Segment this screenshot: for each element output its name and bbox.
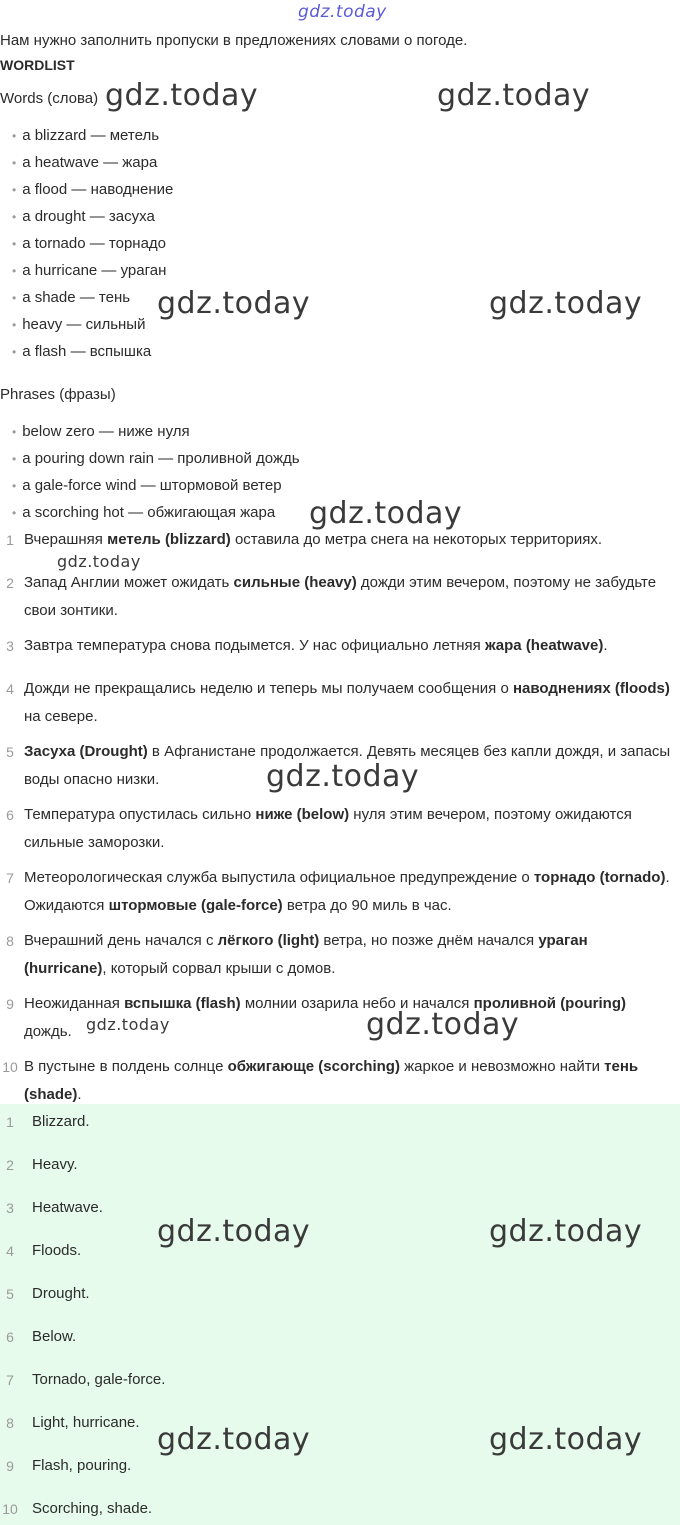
sentence-text: . Ожидаются xyxy=(24,869,670,914)
bullet-icon: • xyxy=(12,237,17,251)
sentence-item xyxy=(24,738,672,794)
word-item xyxy=(12,316,145,333)
sentence-text: Дожди не прекращались неделю и теперь мы получаем сообщения о xyxy=(24,680,513,697)
sentence-text: Метеорологическая служба выпустила официальное предупреждение о xyxy=(24,869,534,886)
answer-text: Flash, pouring. xyxy=(32,1457,132,1474)
word-item xyxy=(12,181,173,198)
answer-number: 9 xyxy=(6,1458,14,1474)
sentence-text: дожди этим вечером, поэтому не забудьте свои зонтики. xyxy=(24,574,657,619)
sentence-text: жаркое и невозможно найти xyxy=(399,1058,605,1075)
answer-number: 2 xyxy=(6,1157,14,1173)
answer-number: 6 xyxy=(6,1329,14,1345)
word-item xyxy=(12,289,130,306)
sentence-text: Неожиданная xyxy=(24,995,125,1012)
watermark-12: gdz.today xyxy=(157,1422,311,1457)
phrases-heading: Phrases (фразы) xyxy=(0,386,116,403)
answer-number: 8 xyxy=(6,1415,14,1431)
watermark-logo-top: gdz.today xyxy=(298,2,387,22)
answer-highlight: сильные (heavy) xyxy=(233,574,357,591)
sentence-item xyxy=(24,569,672,625)
sentence-number: 8 xyxy=(6,933,14,949)
answer-highlight: вспышка (flash) xyxy=(124,995,241,1012)
word-item-text: a shade — тень xyxy=(22,289,131,306)
answer-highlight: торнадо (tornado) xyxy=(533,869,666,886)
phrase-item xyxy=(12,423,190,440)
answer-number: 5 xyxy=(6,1286,14,1302)
answer-number: 4 xyxy=(6,1243,14,1259)
answer-highlight: обжигающе (scorching) xyxy=(227,1058,400,1075)
sentence-number: 6 xyxy=(6,807,14,823)
word-item-text: a heatwave — жара xyxy=(22,154,158,171)
watermark-4: gdz.today xyxy=(489,286,643,321)
sentence-item xyxy=(24,990,672,1046)
sentence-text: ветра до 90 миль в час. xyxy=(282,897,452,914)
sentence-text: В пустыне в полдень солнце xyxy=(24,1058,228,1075)
bullet-icon: • xyxy=(12,210,17,224)
answer-number: 10 xyxy=(2,1501,18,1517)
word-item xyxy=(12,127,159,144)
bullet-icon: • xyxy=(12,129,17,143)
answer-highlight: штормовые (gale-force) xyxy=(108,897,283,914)
answers-panel xyxy=(0,1104,680,1525)
sentence-item xyxy=(24,675,672,731)
answer-highlight: ураган (hurricane) xyxy=(24,932,588,977)
answer-text: Blizzard. xyxy=(32,1113,90,1130)
sentence-text: молнии озарила небо и начался xyxy=(240,995,474,1012)
answer-text: Light, hurricane. xyxy=(32,1414,140,1431)
bullet-icon: • xyxy=(12,291,17,305)
answer-highlight: тень (shade) xyxy=(24,1058,639,1103)
watermark-13: gdz.today xyxy=(489,1422,643,1457)
answer-highlight: метель (blizzard) xyxy=(107,531,231,548)
sentence-number: 10 xyxy=(2,1059,18,1075)
watermark-7: gdz.today xyxy=(266,759,420,794)
sentence-text: дождь. xyxy=(24,1023,72,1040)
sentence-item xyxy=(24,864,672,920)
phrase-item xyxy=(12,450,300,467)
sentence-number: 2 xyxy=(6,575,14,591)
sentence-number: 3 xyxy=(6,638,14,654)
sentence-text: . xyxy=(77,1086,82,1103)
sentence-number: 5 xyxy=(6,744,14,760)
bullet-icon: • xyxy=(12,156,17,170)
bullet-icon: • xyxy=(12,425,17,439)
intro-text: Нам нужно заполнить пропуски в предложениях словами о погоде. xyxy=(0,32,468,49)
bullet-icon: • xyxy=(12,479,17,493)
bullet-icon: • xyxy=(12,452,17,466)
word-item xyxy=(12,208,155,225)
answer-number: 3 xyxy=(6,1200,14,1216)
answer-text: Tornado, gale-force. xyxy=(32,1371,166,1388)
sentence-text: . xyxy=(603,637,608,654)
sentence-number: 4 xyxy=(6,681,14,697)
bullet-icon: • xyxy=(12,183,17,197)
answer-highlight: жара (heatwave) xyxy=(484,637,604,654)
word-item-text: a flood — наводнение xyxy=(22,181,174,198)
sentence-text: на севере. xyxy=(24,708,98,725)
sentence-text: оставила до метра снега на некоторых территориях. xyxy=(230,531,603,548)
phrase-item-text: a pouring down rain — проливной дождь xyxy=(22,450,300,467)
word-item-text: a hurricane — ураган xyxy=(22,262,167,279)
answer-text: Heavy. xyxy=(32,1156,78,1173)
sentence-item xyxy=(24,801,672,857)
word-item-text: heavy — сильный xyxy=(22,316,146,333)
watermark-8: gdz.today xyxy=(86,1015,170,1034)
answer-number: 7 xyxy=(6,1372,14,1388)
word-item xyxy=(12,235,166,252)
sentence-item xyxy=(24,632,672,660)
phrase-item xyxy=(12,477,282,494)
bullet-icon: • xyxy=(12,506,17,520)
sentence-text: Вчерашняя xyxy=(24,531,108,548)
answer-text: Floods. xyxy=(32,1242,82,1259)
phrase-item-text: a gale-force wind — штормовой ветер xyxy=(22,477,282,494)
watermark-3: gdz.today xyxy=(157,286,311,321)
sentence-text: ветра, но позже днём начался xyxy=(319,932,539,949)
watermark-5: gdz.today xyxy=(309,496,463,531)
sentence-text: Вчерашний день начался с xyxy=(24,932,218,949)
answer-number: 1 xyxy=(6,1114,14,1130)
word-item xyxy=(12,343,151,360)
sentence-item xyxy=(24,526,672,554)
sentence-text: Запад Англии может ожидать xyxy=(24,574,234,591)
watermark-11: gdz.today xyxy=(489,1214,643,1249)
answer-text: Drought. xyxy=(32,1285,90,1302)
sentence-text: нуля этим вечером, поэтому ожидаются сильные заморозки. xyxy=(24,806,632,851)
watermark-10: gdz.today xyxy=(157,1214,311,1249)
phrase-item-text: below zero — ниже нуля xyxy=(22,423,190,440)
watermark-2: gdz.today xyxy=(437,78,591,113)
word-item-text: a tornado — торнадо xyxy=(22,235,167,252)
sentence-text: Температура опустилась сильно xyxy=(24,806,256,823)
bullet-icon: • xyxy=(12,318,17,332)
answer-highlight: лёгкого (light) xyxy=(217,932,320,949)
answer-text: Heatwave. xyxy=(32,1199,103,1216)
sentence-number: 7 xyxy=(6,870,14,886)
watermark-6: gdz.today xyxy=(57,552,141,571)
answer-highlight: наводнениях (floods) xyxy=(512,680,670,697)
answer-highlight: ниже (below) xyxy=(255,806,350,823)
bullet-icon: • xyxy=(12,264,17,278)
sentence-number: 9 xyxy=(6,996,14,1012)
word-item-text: a drought — засуха xyxy=(22,208,155,225)
answer-highlight: Засуха (Drought) xyxy=(24,743,148,760)
sentence-text: в Афганистане продолжается. Девять месяцев без капли дождя, и запасы воды опасно низки. xyxy=(24,743,671,788)
watermark-9: gdz.today xyxy=(366,1007,520,1042)
sentence-text: Завтра температура снова подымется. У нас официально летняя xyxy=(24,637,485,654)
wordlist-title: WORDLIST xyxy=(0,57,75,73)
words-heading: Words (слова) xyxy=(0,90,99,107)
word-item-text: a blizzard — метель xyxy=(22,127,160,144)
sentence-item xyxy=(24,1053,672,1109)
answer-text: Below. xyxy=(32,1328,77,1345)
phrase-item xyxy=(12,504,275,521)
sentence-text: , который сорвал крыши с домов. xyxy=(102,960,336,977)
answer-text: Scorching, shade. xyxy=(32,1500,153,1517)
sentence-number: 1 xyxy=(6,532,14,548)
bullet-icon: • xyxy=(12,345,17,359)
word-item xyxy=(12,154,157,171)
sentence-item xyxy=(24,927,672,983)
watermark-1: gdz.today xyxy=(105,78,259,113)
word-item xyxy=(12,262,166,279)
phrase-item-text: a scorching hot — обжигающая жара xyxy=(22,504,276,521)
word-item-text: a flash — вспышка xyxy=(22,343,152,360)
answer-highlight: проливной (pouring) xyxy=(473,995,626,1012)
